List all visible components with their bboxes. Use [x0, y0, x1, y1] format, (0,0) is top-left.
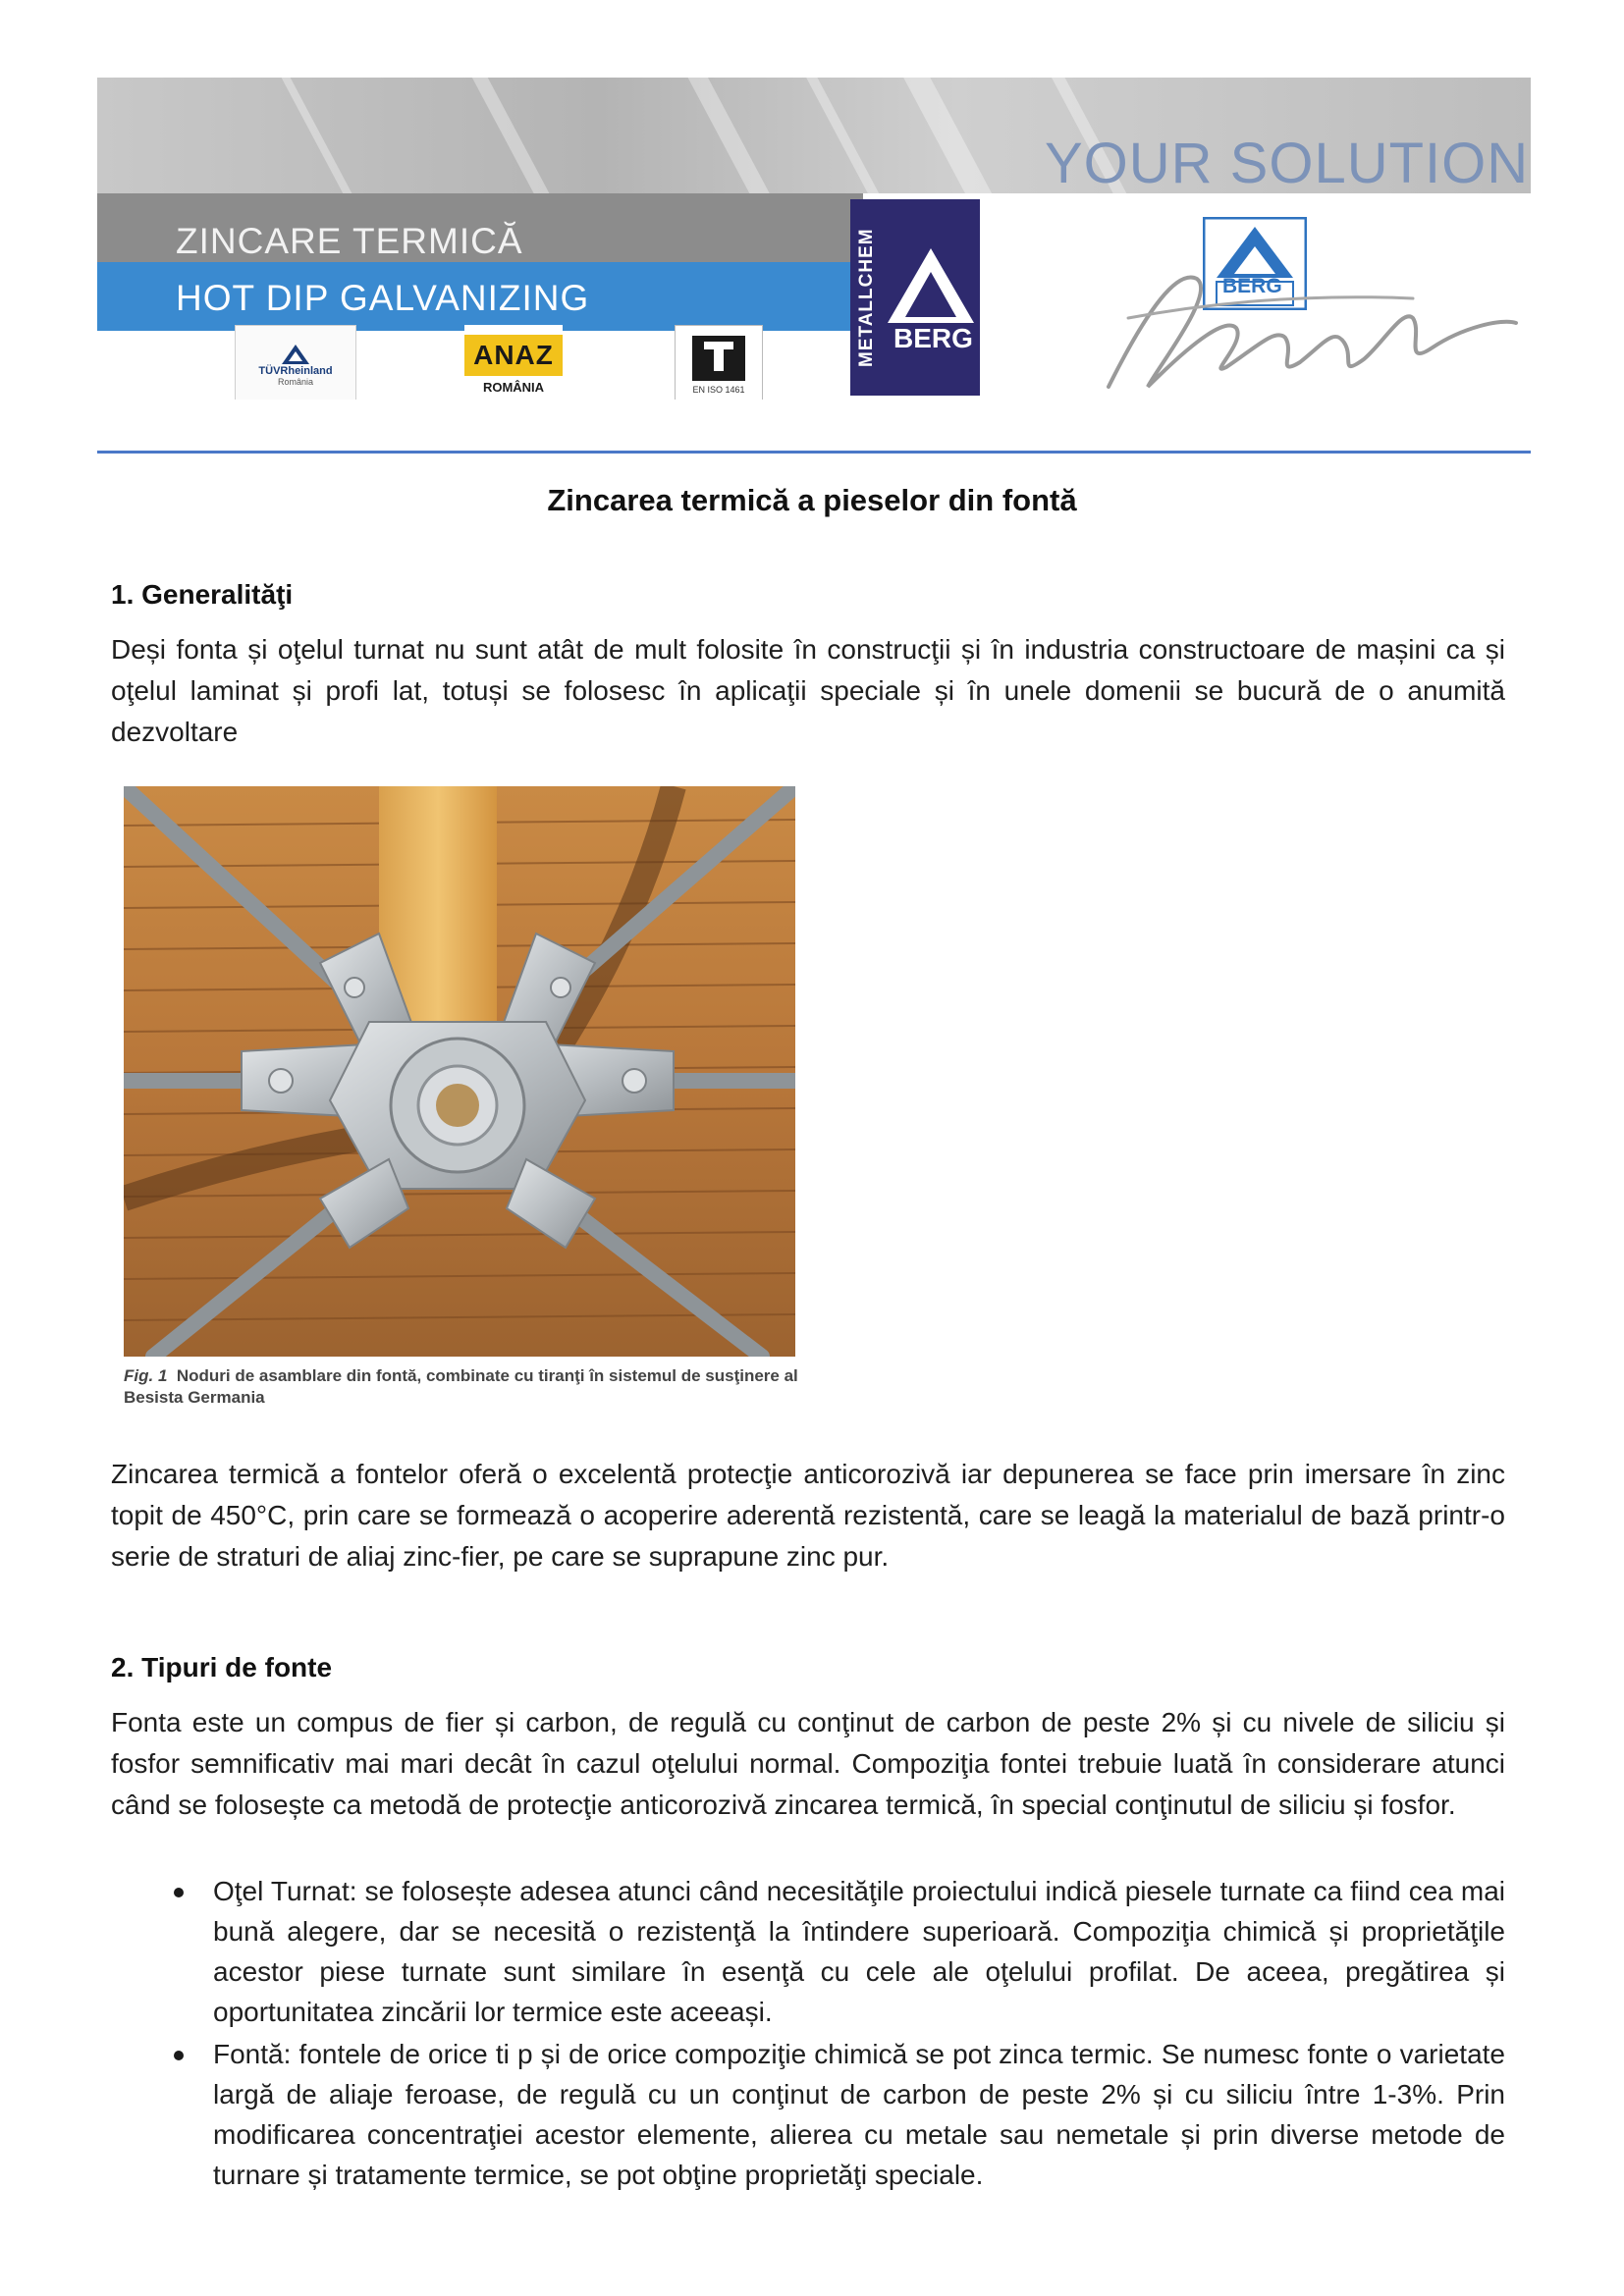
anaz-name: ANAZ: [464, 335, 563, 376]
list-item: [111, 1871, 1505, 2032]
banner-title-block: [97, 193, 863, 331]
metallchem-label: METALLCHEM: [856, 228, 877, 367]
figure-1-label: Fig. 1: [124, 1366, 168, 1385]
title-ro: ZINCARE TERMICĂ: [176, 221, 523, 261]
list-item-text: Fontă: fontele de orice ti p și de orice compoziţie chimică se pot zinca termic. Se numesc fonte o varietate largă de aliaje feroase, de regulă cu un conţinut de carbon de peste 2% și cu siliciu între 1-3%. Prin modificarea concentraţiei acestor elemente, alierea cu metale sau nemetale și prin diverse metode de turnare și tratamente termice, se pot obţine proprietăţi speciale.: [213, 2039, 1505, 2190]
list-item-text: Oţel Turnat: se folosește adesea atunci când necesităţile proiectului indică piesele turnate ca fiind cea mai bună alegere, dar se necesită o rezistenţă la întindere superioară. Compoziţia chimică și proprietăţile acestor piese turnate sunt similare în esenţă cu cele ale oţelului profilat. De aceea, pregătirea și oportunitatea zincării lor termice este aceeași.: [213, 1876, 1505, 2027]
signature-graphic: [1089, 249, 1521, 397]
list-item: [111, 2034, 1505, 2195]
tuv-certificate-logo: [235, 325, 356, 400]
header-banner: [97, 78, 1531, 400]
iso-beam-icon: [692, 336, 745, 381]
tuv-name: TÜVRheinland: [258, 365, 333, 377]
iso-standard: EN ISO 1461: [692, 385, 745, 395]
tuv-sub: România: [277, 377, 314, 387]
document-title: Zincarea termică a pieselor din fontă: [547, 483, 1077, 517]
section-2-intro: Fonta este un compus de fier și carbon, de regulă cu conţinut de carbon de peste 2% și cu nivele de siliciu și fosfor semnificativ mai mari decât în cazul oţelului normal. Compoziţia fontei trebuie luată în considerare atunci când se folosește ca metodă de protecţie anticorozivă zincarea termică, în special conţinutul de siliciu și fosfor.: [111, 1707, 1505, 1820]
tuv-triangle-icon: [281, 344, 310, 365]
header-divider: [97, 451, 1531, 454]
cast-types-list: [111, 1871, 1505, 2197]
certification-row: [97, 331, 863, 400]
section-1-heading: 1. Generalităţi: [111, 579, 294, 610]
anaz-logo: [464, 325, 563, 400]
metallchem-triangle-icon: [886, 246, 976, 325]
figure-1: [118, 780, 801, 1426]
title-en: HOT DIP GALVANIZING: [176, 278, 590, 318]
figure-1-photo: [124, 786, 795, 1357]
metallchem-berg-logo: [850, 199, 980, 396]
figure-1-caption-text: Noduri de asamblare din fontă, combinate cu tiranţi în sistemul de susţinere al Besista Germania: [124, 1366, 798, 1407]
anaz-country: ROMÂNIA: [482, 379, 545, 395]
berg-label: BERG: [1222, 275, 1282, 297]
bullet-icon: [174, 1888, 184, 1897]
metallchem-brand: BERG: [893, 323, 973, 353]
section-1-intro: Deși fonta și oţelul turnat nu sunt atât de mult folosite în construcţii și în industria constructoare de mașini ca și oţelul laminat și profi lat, totuși se folosesc în aplicaţii speciale și în unele domenii se bucură de o anumită dezvoltare: [111, 634, 1505, 747]
bullet-icon: [174, 2051, 184, 2060]
banner-photo-strip: [97, 78, 1531, 193]
section-1-body: Zincarea termică a fontelor oferă o excelentă protecţie anticorozivă iar depunerea se face prin imersare în zinc topit de 450°C, prin care se formează o acoperire aderentă rezistentă, care se leagă la materialul de bază printr-o serie de straturi de aliaj zinc-fier, pe care se suprapune zinc pur.: [111, 1459, 1505, 1572]
section-2-heading: 2. Tipuri de fonte: [111, 1652, 333, 1682]
slogan-text: YOUR SOLUTION: [1045, 132, 1530, 195]
figure-1-caption: [124, 1365, 801, 1409]
iso-logo: [675, 325, 763, 400]
